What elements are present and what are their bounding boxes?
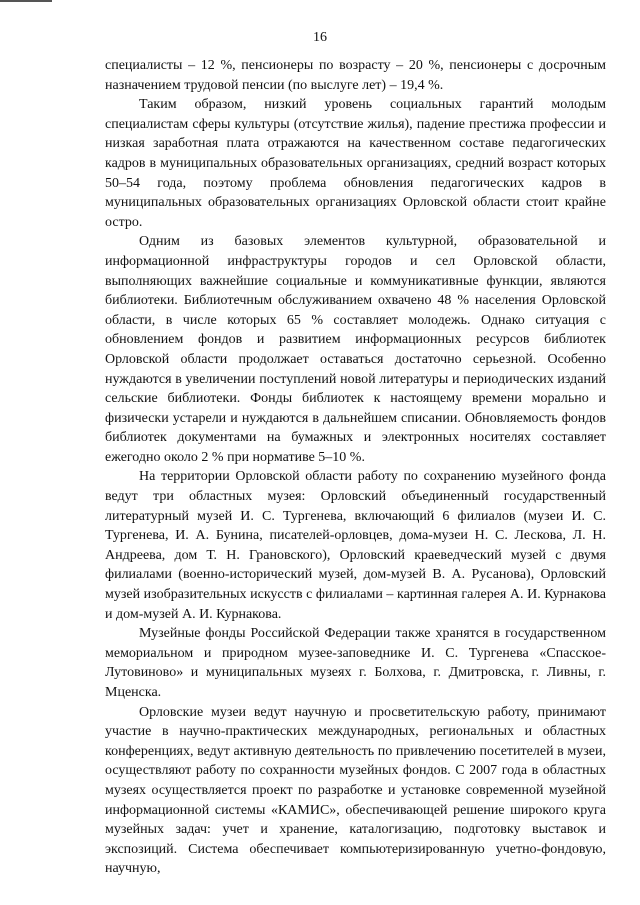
paragraph-museum-work: Орловские музеи ведут научную и просветительскую работу, принимают участие в научно-практических международных, региональных и областных конференциях, ведут активную деятельность по привлечению посетителей в музеи, осуществляют работу по сохранности музейных фондов. С 2007 года в областных музеях осуществляется проект по разработке и установке современной музейной информационной системы «КАМИС», обеспечивающей решение широкого круга музейных задач: учет и хранение, каталогизацию, подготовку выставок и экспозиций. Система обеспечивает компьютеризированную учетно-фондовую, научную, <box>105 704 606 877</box>
body-text <box>105 56 606 879</box>
paragraph-museum-funds: Музейные фонды Российской Федерации также хранятся в государственном мемориальном и природном музее-заповеднике И. С. Тургенева «Спасское-Лутовиново» и муниципальных музеях г. Болхова, г. Дмитровска, г. Ливны, г. Мценска. <box>105 626 606 700</box>
page-number: 16 <box>313 30 327 45</box>
scan-edge-line <box>0 0 52 2</box>
paragraph-continuation: специалисты – 12 %, пенсионеры по возрасту – 20 %, пенсионеры с досрочным назначением трудовой пенсии (по выслуге лет) – 19,4 %. <box>105 58 606 93</box>
paragraph-social-guarantees: Таким образом, низкий уровень социальных гарантий молодым специалистам сферы культуры (отсутствие жилья), падение престижа профессии и низкая заработная плата отражаются на качественном составе педагогических кадров в муниципальных образовательных организациях, средний возраст которых 50–54 года, поэтому проблема обновления педагогических кадров в муниципальных образовательных организациях Орловской области стоит крайне остро. <box>105 97 606 230</box>
paragraph-libraries: Одним из базовых элементов культурной, образовательной и информационной инфраструктуры городов и сел Орловской области, выполняющих важнейшие социальные и коммуникативные функции, являются библиотеки. Библиотечным обслуживанием охвачено 48 % населения Орловской области, в числе которых 65 % составляет молодежь. Однако ситуация с обновлением фондов и развитием информационных ресурсов библиотек Орловской области продолжает оставаться достаточно серьезной. Особенно нуждаются в увеличении поступлений новой литературы и периодических изданий сельские библиотеки. Фонды библиотек к настоящему времени морально и физически устарели и нуждаются в дальнейшем списании. Обновляемость фондов библиотек документами на бумажных и электронных носителях составляет ежегодно около 2 % при нормативе 5–10 %. <box>105 234 606 465</box>
paragraph-museums-regional: На территории Орловской области работу по сохранению музейного фонда ведут три областных музея: Орловский объединенный государственный литературный музей И. С. Тургенева, включающий 6 филиалов (музеи И. С. Тургенева, И. А. Бунина, писателей-орловцев, дома-музеи Н. С. Лескова, Л. Н. Андреева, дом Т. Н. Грановского), Орловский краеведческий музей с двумя филиалами (военно-исторический музей, дом-музей В. А. Русанова), Орловский музей изобразительных искусств с филиалами – картинная галерея А. И. Курнакова и дом-музей А. И. Курнакова. <box>105 469 606 622</box>
